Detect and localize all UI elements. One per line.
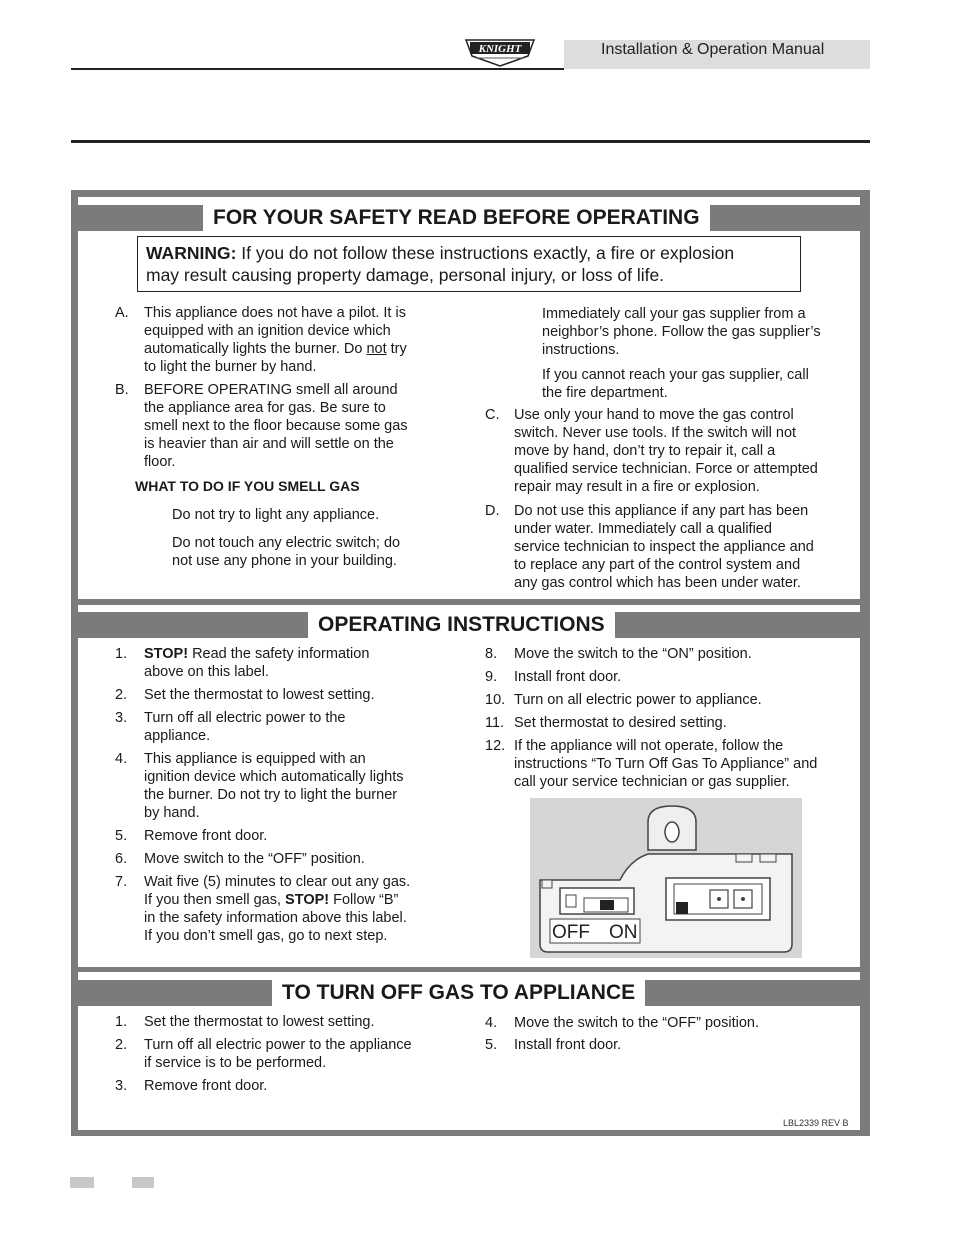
footer-mark-left (70, 1177, 94, 1188)
item-a-marker: A. (115, 305, 129, 321)
off-step-4-num: 4. (485, 1015, 498, 1031)
item-c-marker: C. (485, 407, 500, 423)
gas-switch-illustration (530, 798, 802, 958)
op-step-12: If the appliance will not operate, follow the instructions “To Turn Off Gas To Appliance” and call your service technician or gas supplier. (514, 738, 818, 790)
item-b-marker: B. (115, 382, 129, 398)
smell-step-1: Do not try to light any appliance. (172, 507, 380, 523)
smell-step-3: Immediately call your gas supplier from a neighbor’s phone. Follow the gas supplier’s instructions. (542, 306, 821, 358)
section-rule (71, 140, 870, 143)
smell-step-4: If you cannot reach your gas supplier, call the fire department. (542, 367, 809, 401)
header-rule (71, 68, 564, 70)
manual-title: Installation & Operation Manual (601, 41, 825, 58)
switch-off-label: OFF (552, 922, 590, 943)
off-step-3-num: 3. (115, 1078, 128, 1094)
op-step-6-num: 6. (115, 851, 128, 867)
op-step-11: Set thermostat to desired setting. (514, 715, 727, 731)
op-step-1: STOP! Read the safety information above on this label. (144, 646, 370, 680)
op-step-5: Remove front door. (144, 828, 268, 844)
safety-bar (78, 205, 860, 231)
warning-prefix: WARNING: (146, 243, 237, 263)
op-step-7-num: 7. (115, 874, 128, 890)
op-step-3: Turn off all electric power to the appliance. (144, 710, 346, 744)
off-step-4: Move the switch to the “OFF” position. (514, 1015, 759, 1031)
turnoff-bar (78, 980, 860, 1006)
switch-on-label: ON (609, 922, 638, 943)
smell-gas-heading: WHAT TO DO IF YOU SMELL GAS (135, 478, 360, 494)
item-c-text: Use only your hand to move the gas control switch. Never use tools. If the switch will not move by hand, don’t try to repair it, call a qualified service technician. Force or attempted repair may result in a fire or explosion. (514, 407, 818, 495)
warning-line2: may result causing property damage, personal injury, or loss of life. (146, 265, 665, 285)
op-step-8-num: 8. (485, 646, 498, 662)
op-step-2-num: 2. (115, 687, 128, 703)
operating-bar (78, 612, 860, 638)
op-step-4-num: 4. (115, 751, 128, 767)
off-step-1-num: 1. (115, 1014, 128, 1030)
label-code: LBL2339 REV B (783, 1118, 849, 1128)
op-step-11-num: 11. (485, 715, 505, 731)
item-b-text: BEFORE OPERATING smell all around the appliance area for gas. Be sure to smell next to the floor because some gas is heavier than air and will settle on the floor. (144, 382, 408, 470)
operating-title: OPERATING INSTRUCTIONS (308, 612, 615, 638)
op-step-10: Turn on all electric power to appliance. (514, 692, 762, 708)
off-step-1: Set the thermostat to lowest setting. (144, 1014, 375, 1030)
op-step-7: Wait five (5) minutes to clear out any gas. If you then smell gas, STOP! Follow “B” in the safety information above this label. If you don’t smell gas, go to next step. (144, 874, 411, 944)
op-step-1-num: 1. (115, 646, 128, 662)
smell-step-2: Do not touch any electric switch; do not use any phone in your building. (172, 535, 401, 569)
op-step-8: Move the switch to the “ON” position. (514, 646, 752, 662)
op-step-2: Set the thermostat to lowest setting. (144, 687, 375, 703)
warning-box (137, 236, 801, 292)
item-d-text: Do not use this appliance if any part has been under water. Immediately call a qualified service technician to inspect the appliance and to replace any part of the control system and any gas control which has been under water. (514, 503, 814, 591)
op-step-6: Move switch to the “OFF” position. (144, 851, 365, 867)
off-step-2-num: 2. (115, 1037, 128, 1053)
knight-logo-icon (464, 38, 536, 68)
op-step-10-num: 10. (485, 692, 506, 708)
op-step-4: This appliance is equipped with an ignition device which automatically lights the burner. Do not try to light the burner by hand. (144, 751, 404, 821)
op-step-12-num: 12. (485, 738, 506, 754)
op-step-3-num: 3. (115, 710, 128, 726)
off-step-5-num: 5. (485, 1037, 498, 1053)
op-step-9: Install front door. (514, 669, 622, 685)
off-step-5: Install front door. (514, 1037, 622, 1053)
op-step-5-num: 5. (115, 828, 128, 844)
off-step-3: Remove front door. (144, 1078, 268, 1094)
turnoff-title: TO TURN OFF GAS TO APPLIANCE (272, 980, 645, 1006)
warning-line1: If you do not follow these instructions exactly, a fire or explosion (236, 243, 735, 263)
safety-title: FOR YOUR SAFETY READ BEFORE OPERATING (203, 205, 710, 231)
off-step-2: Turn off all electric power to the appliance if service is to be performed. (144, 1037, 412, 1071)
footer-mark-right (132, 1177, 154, 1188)
logo-text: KNIGHT (478, 43, 522, 55)
item-d-marker: D. (485, 503, 500, 519)
item-a-text: This appliance does not have a pilot. It is equipped with an ignition device which automatically lights the burner. Do not try to light the burner by hand. (144, 305, 407, 375)
op-step-9-num: 9. (485, 669, 498, 685)
